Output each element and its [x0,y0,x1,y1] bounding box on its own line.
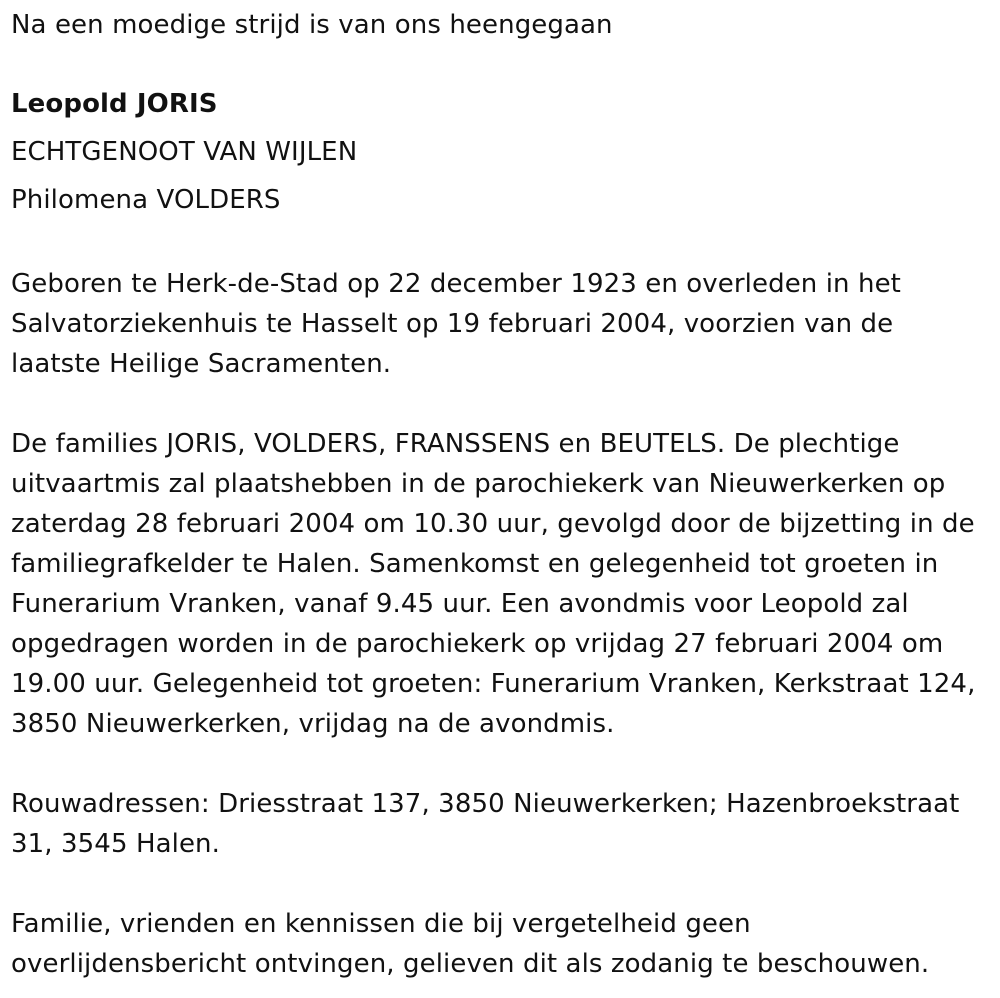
paragraph-line: uitvaartmis zal plaatshebben in de parochiekerk van Nieuwerkerken op [11,469,946,499]
closing-paragraph [11,904,991,984]
paragraph-line: Rouwadressen: Driesstraat 137, 3850 Nieuwerkerken; Hazenbroekstraat [11,789,960,819]
paragraph-line: 19.00 uur. Gelegenheid tot groeten: Funerarium Vranken, Kerkstraat 124, [11,669,976,699]
paragraph-line: laatste Heilige Sacramenten. [11,349,392,379]
obituary-notice [11,0,991,984]
paragraph-line: Familie, vrienden en kennissen die bij vergetelheid geen [11,909,751,939]
paragraph-line: Geboren te Herk-de-Stad op 22 december 1923 en overleden in het [11,269,901,299]
spacer [11,384,991,424]
paragraph-line: 31, 3545 Halen. [11,829,220,859]
name-block [11,80,991,224]
spouse-name: Philomena VOLDERS [11,185,281,215]
intro-text: Na een moedige strijd is van ons heengegaan [11,10,613,40]
paragraph-line: 3850 Nieuwerkerken, vrijdag na de avondmis. [11,709,615,739]
paragraph-line: Salvatorziekenhuis te Hasselt op 19 februari 2004, voorzien van de [11,309,894,339]
paragraph-line: De families JORIS, VOLDERS, FRANSSENS en BEUTELS. De plechtige [11,429,900,459]
paragraph-line: opgedragen worden in de parochiekerk op vrijdag 27 februari 2004 om [11,629,944,659]
deceased-name: Leopold JORIS [11,89,218,119]
spacer [11,744,991,784]
birth-death-paragraph [11,264,991,384]
spacer [11,864,991,904]
funeral-paragraph [11,424,991,744]
spacer [11,224,991,264]
spacer [11,40,991,80]
addresses-paragraph [11,784,991,864]
paragraph-line: Funerarium Vranken, vanaf 9.45 uur. Een avondmis voor Leopold zal [11,589,909,619]
paragraph-line: zaterdag 28 februari 2004 om 10.30 uur, gevolgd door de bijzetting in de [11,509,975,539]
relation-text: ECHTGENOOT VAN WIJLEN [11,137,358,167]
paragraph-line: overlijdensbericht ontvingen, gelieven dit als zodanig te beschouwen. [11,949,930,979]
paragraph-line: familiegrafkelder te Halen. Samenkomst en gelegenheid tot groeten in [11,549,939,579]
